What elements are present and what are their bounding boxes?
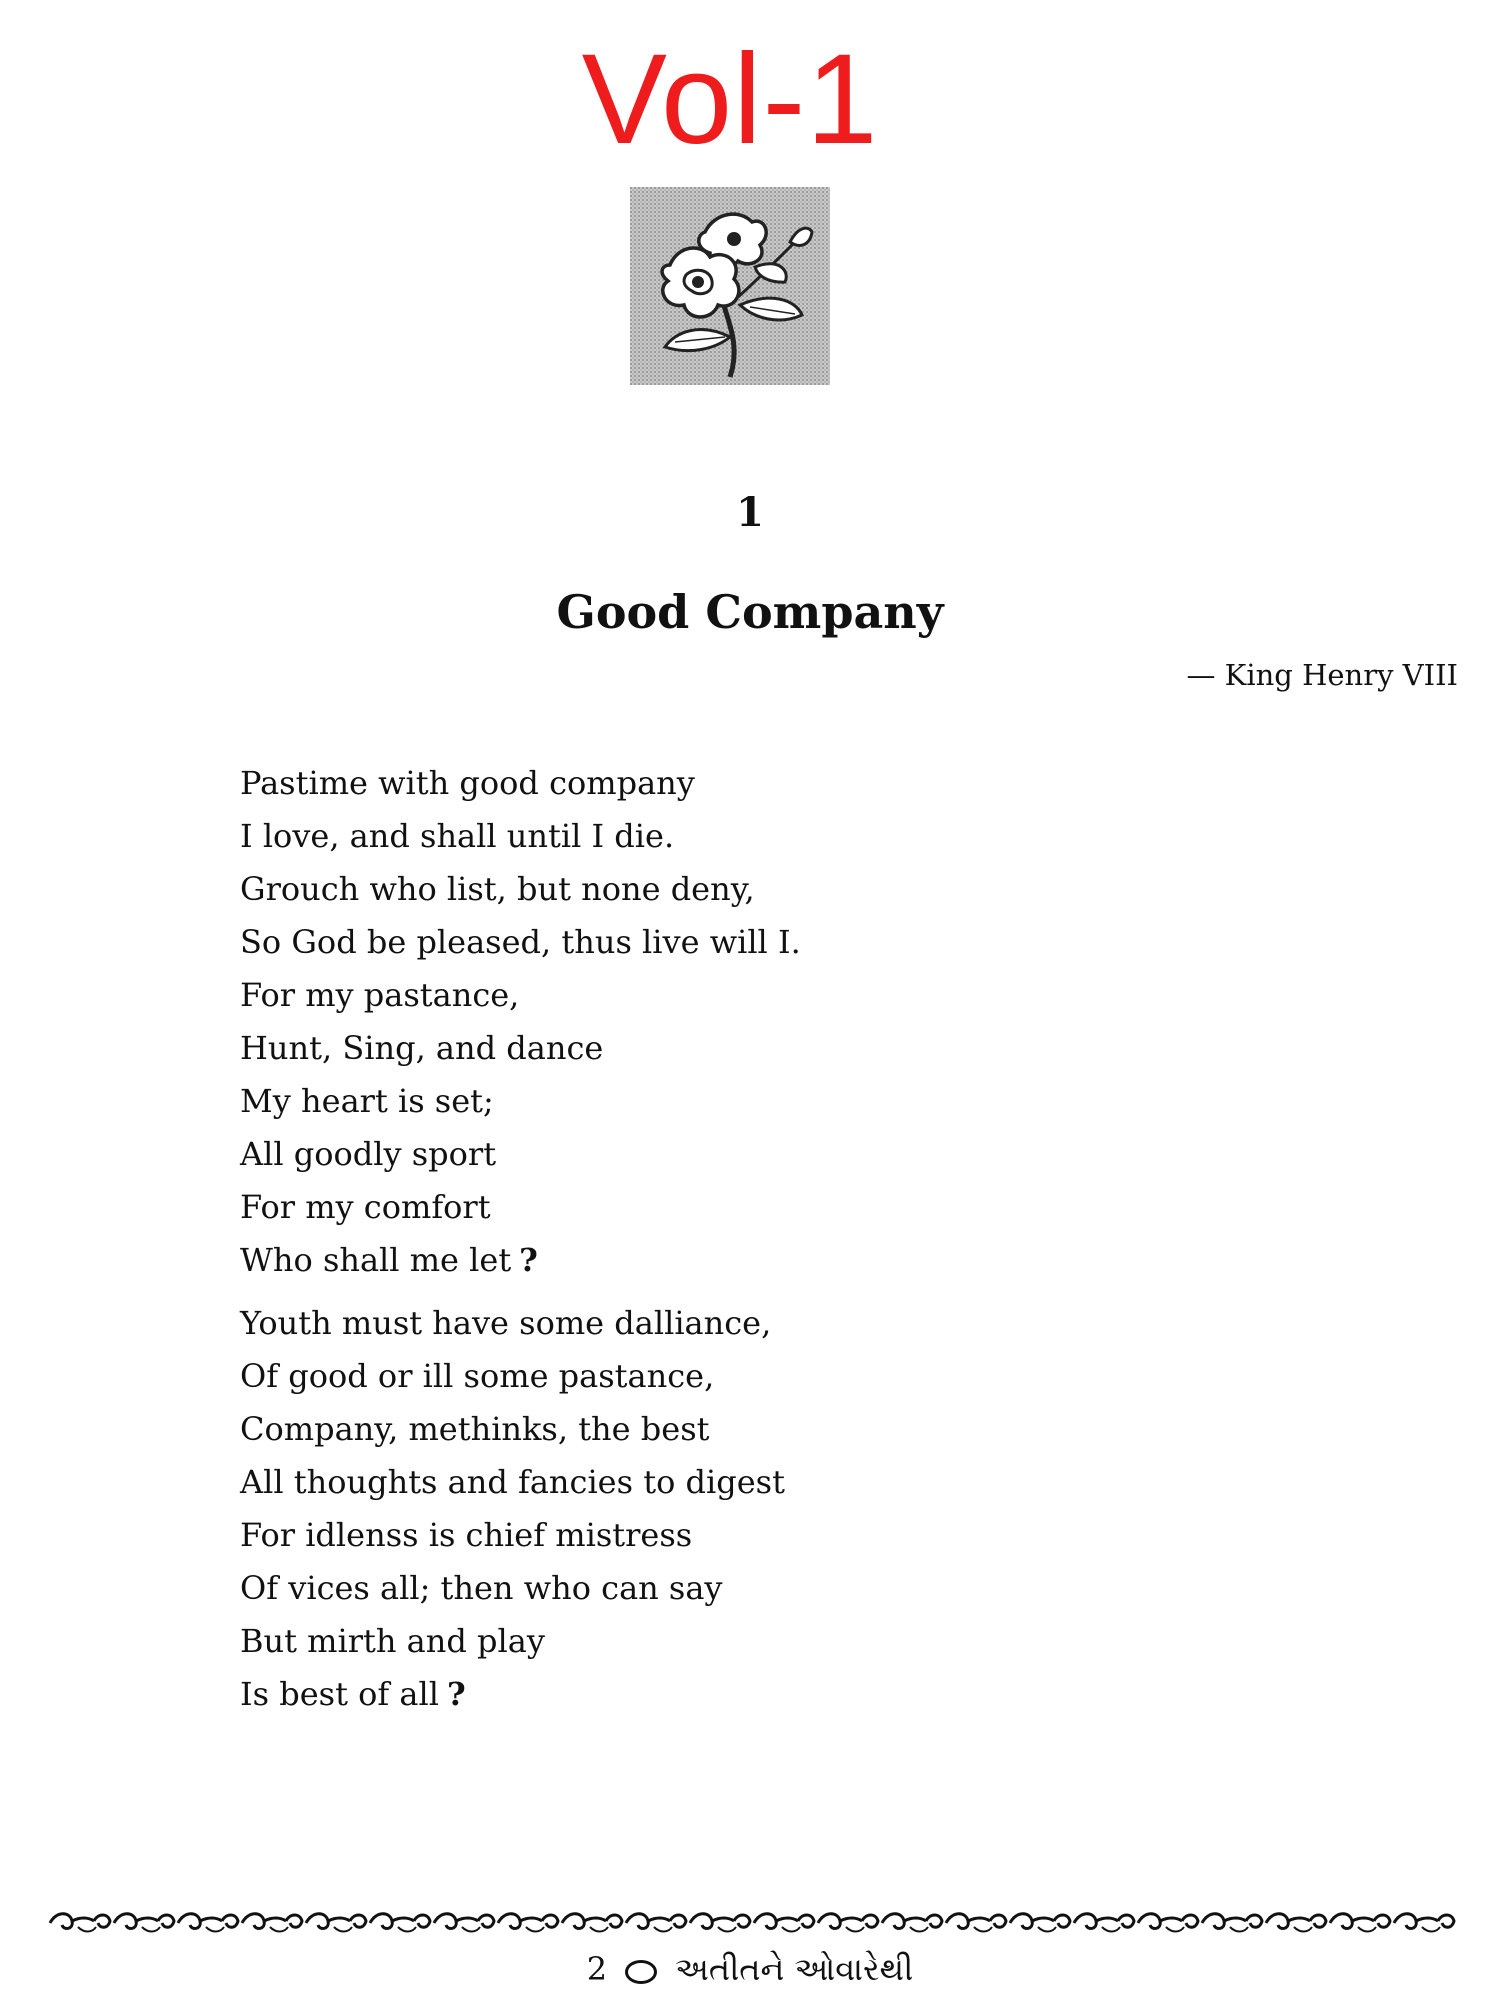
chapter-number: 1 [736,489,764,536]
poem-stanza-2 [240,1297,785,1721]
poem-line: Pastime with good company [240,764,695,802]
poem-line-text: Who shall me let [240,1241,512,1279]
poem-line: My heart is set; [240,1082,494,1120]
poem-line: Hunt, Sing, and dance [240,1029,604,1067]
question-mark: ? [519,1241,538,1279]
poem-line: All goodly sport [240,1135,497,1173]
poem-line-text: Is best of all [240,1675,439,1713]
poem-author: — King Henry VIII [1186,658,1458,692]
decorative-border-icon [48,1905,1456,1939]
volume-label: Vol-1 [581,28,879,171]
circle-separator-icon [625,1960,657,1984]
poem-line: Of good or ill some pastance, [240,1357,715,1395]
poem-title: Good Company [556,585,944,639]
poem-line: Company, methinks, the best [240,1410,710,1448]
poem-line: Grouch who list, but none deny, [240,870,755,908]
poem-line-last [240,1234,801,1287]
question-mark: ? [446,1675,466,1713]
poem-line: For my comfort [240,1188,491,1226]
poem-stanza-1 [240,757,801,1287]
page-footer [0,1948,1500,1990]
poem-line: So God be pleased, thus live will I. [240,923,801,961]
page-number: 2 [586,1950,608,1988]
poem-line: For my pastance, [240,976,520,1014]
poem-line: I love, and shall until I die. [240,817,675,855]
poem-line: For idlenss is chief mistress [240,1516,693,1554]
poem-line-last [240,1668,785,1721]
poem-line: But mirth and play [240,1622,545,1660]
book-title: અતીતને ઓવારેથી [675,1950,914,1988]
poem-line: Of vices all; then who can say [240,1569,723,1607]
flower-ornament-icon [630,187,830,385]
poem-line: All thoughts and fancies to digest [240,1463,785,1501]
poem-line: Youth must have some dalliance, [240,1304,772,1342]
